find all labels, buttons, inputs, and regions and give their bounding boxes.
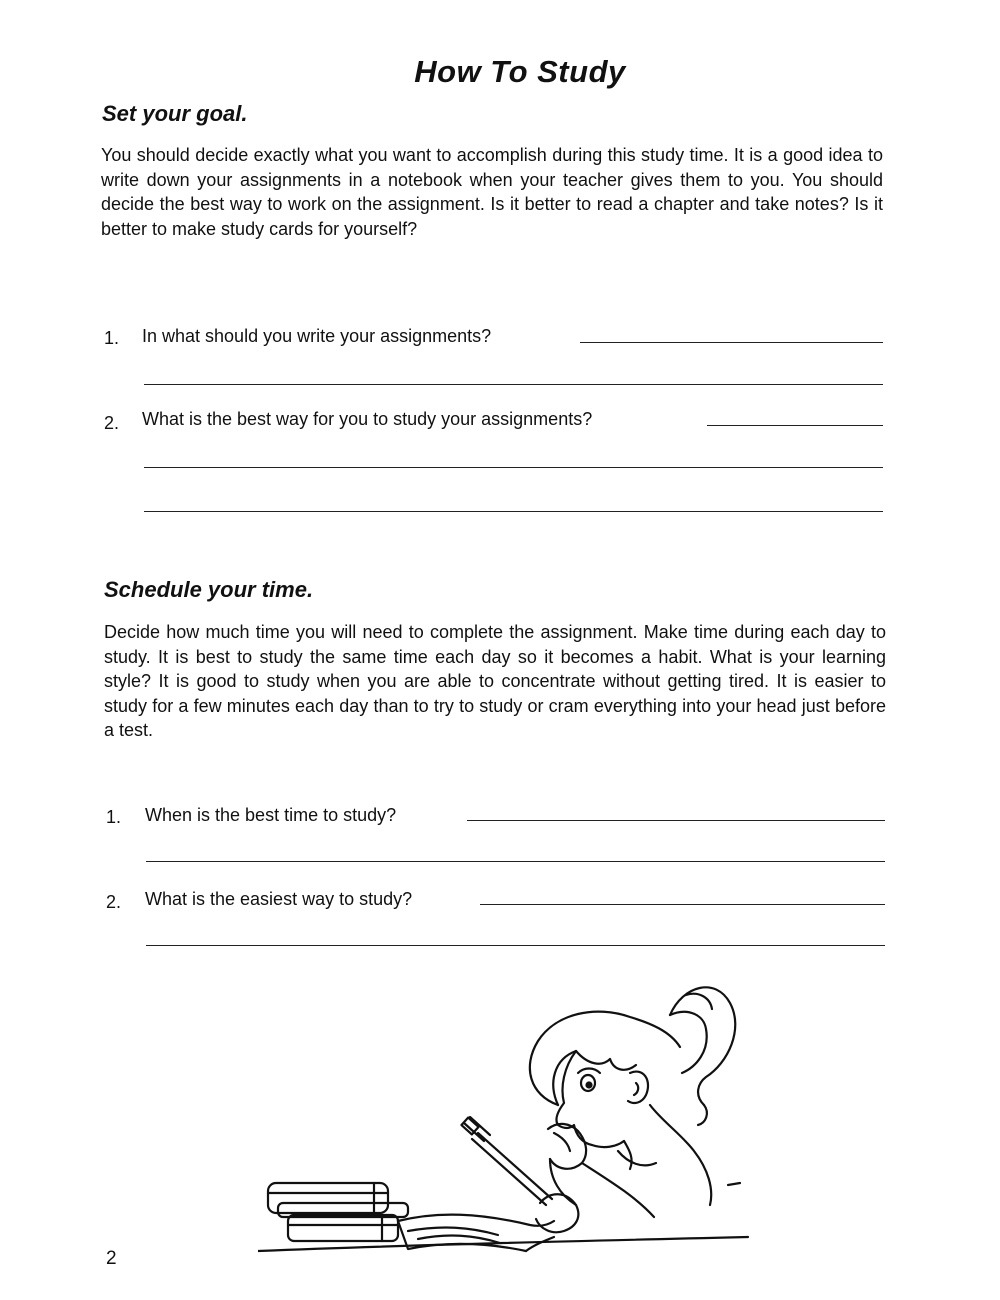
- section-heading-set-your-goal: Set your goal.: [102, 101, 248, 126]
- question-text: When is the best time to study?: [145, 805, 397, 825]
- answer-line[interactable]: [146, 945, 885, 946]
- answer-line[interactable]: [480, 904, 885, 905]
- answer-line[interactable]: [580, 342, 883, 343]
- question-number: 2.: [104, 413, 120, 433]
- girl-studying-illustration: [258, 955, 758, 1260]
- page-title: How To Study: [414, 54, 626, 89]
- girl-studying-with-books-illustration: [258, 955, 758, 1255]
- answer-line[interactable]: [467, 820, 885, 821]
- question-text: What is the easiest way to study?: [145, 889, 413, 909]
- answer-line[interactable]: [146, 861, 885, 862]
- answer-line[interactable]: [144, 467, 883, 468]
- answer-line[interactable]: [707, 425, 883, 426]
- question-text: What is the best way for you to study your assignments?: [142, 409, 593, 429]
- section-paragraph-set-your-goal: You should decide exactly what you want to accomplish during this study time. It is a good idea to write down your assignments in a notebook when your teacher gives them to you. You should decide the best way to work on the assignment. Is it better to read a chapter and take notes? Is it better to make study cards for yourself?: [101, 145, 883, 239]
- answer-line[interactable]: [144, 384, 883, 385]
- question-number: 1.: [106, 807, 122, 827]
- page-number: 2: [106, 1248, 117, 1269]
- section-heading-schedule-your-time: Schedule your time.: [104, 577, 314, 602]
- question-number: 1.: [104, 328, 120, 348]
- question-text: In what should you write your assignments?: [142, 326, 492, 346]
- answer-line[interactable]: [144, 511, 883, 512]
- section-paragraph-schedule-your-time: Decide how much time you will need to complete the assignment. Make time during each day to study. It is best to study the same time each day so it becomes a habit. What is your learning style? It is good to study when you are able to concentrate without getting tired. It is easier to study for a few minutes each day than to try to study or cram everything into your head just before a test.: [104, 622, 886, 740]
- question-number: 2.: [106, 892, 122, 912]
